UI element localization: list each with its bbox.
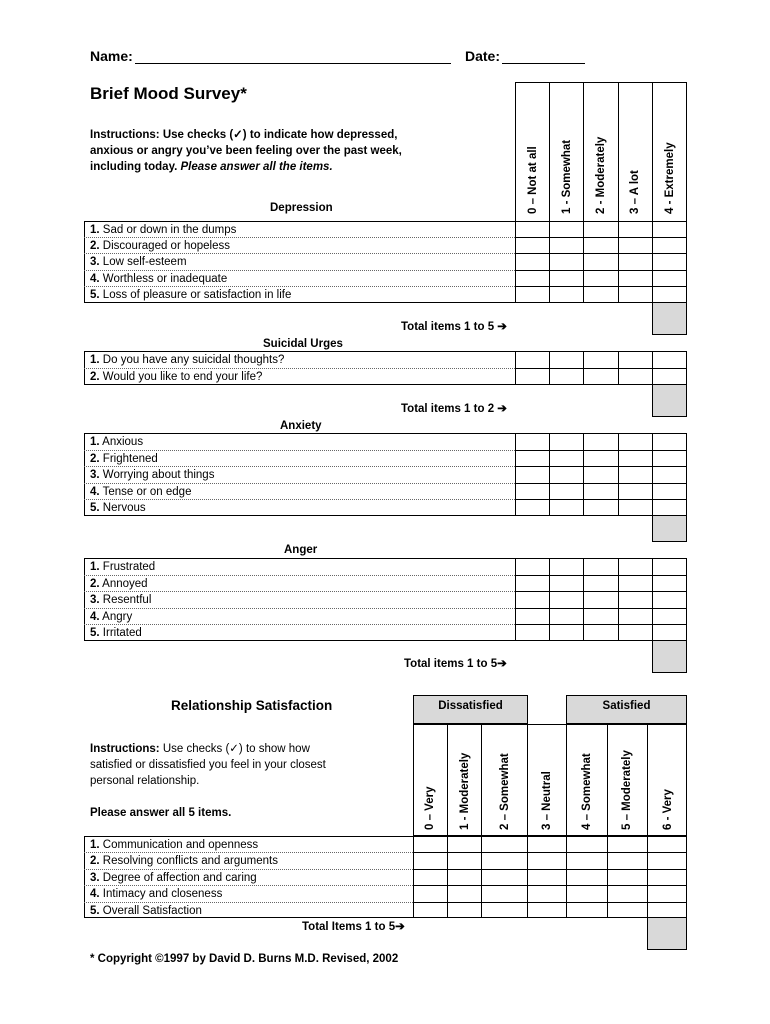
anger-title: Anger	[284, 544, 318, 556]
anger-item-3: 3. Resentful	[90, 594, 152, 606]
scale-label-3: 3 – A lot	[629, 170, 641, 214]
relationship-scale-6: 6 - Very	[662, 789, 674, 830]
instructions-line-3-italic: Please answer all the items.	[180, 161, 333, 173]
depression-total-box[interactable]	[652, 302, 687, 335]
anger-item-2: 2. Annoyed	[90, 578, 148, 590]
anxiety-item-5: 5. Nervous	[90, 502, 146, 514]
depression-total-label: Total items 1 to 5 ➔	[401, 321, 507, 333]
relationship-instructions-line-1	[90, 741, 310, 757]
relationship-instructions-rest: Use checks (✓) to show how	[159, 743, 310, 755]
anger-total-label: Total items 1 to 5➔	[404, 658, 507, 670]
depression-item-4: 4. Worthless or inadequate	[90, 273, 228, 285]
depression-item-1: 1. Sad or down in the dumps	[90, 224, 237, 236]
relationship-item-4: 4. Intimacy and closeness	[90, 888, 223, 900]
anxiety-total-box[interactable]	[652, 515, 687, 542]
relationship-item-1: 1. Communication and openness	[90, 839, 259, 851]
instructions-line-3	[90, 159, 333, 175]
anger-table	[84, 558, 687, 641]
relationship-total-box[interactable]	[647, 917, 687, 950]
relationship-scale-4: 4 – Somewhat	[581, 753, 593, 830]
instructions-line-3-plain: including today.	[90, 161, 178, 173]
relationship-item-5: 5. Overall Satisfaction	[90, 905, 202, 917]
relationship-scale-3: 3 – Neutral	[541, 771, 553, 830]
copyright-notice: * Copyright ©1997 by David D. Burns M.D. Revised, 2002	[90, 953, 399, 965]
anxiety-item-1: 1. Anxious	[90, 436, 144, 448]
depression-title: Depression	[270, 202, 333, 214]
anxiety-item-3: 3. Worrying about things	[90, 469, 215, 481]
satisfied-label: Satisfied	[602, 700, 651, 712]
scale-label-2: 2 - Moderately	[595, 136, 607, 214]
relationship-instructions-line-4: Please answer all 5 items.	[90, 807, 232, 819]
relationship-scale-0: 0 – Very	[424, 786, 436, 830]
scale-label-4: 4 - Extremely	[664, 142, 676, 214]
depression-item-5: 5. Loss of pleasure or satisfaction in life	[90, 289, 292, 301]
survey-title: Brief Mood Survey*	[90, 84, 247, 103]
anger-item-4: 4. Angry	[90, 611, 133, 623]
date-label: Date:	[465, 48, 501, 64]
date-field[interactable]	[502, 63, 585, 64]
anxiety-item-2: 2. Frightened	[90, 453, 158, 465]
relationship-total-label: Total Items 1 to 5➔	[302, 921, 405, 933]
anxiety-title: Anxiety	[280, 420, 322, 432]
suicidal-total-box[interactable]	[652, 384, 687, 417]
name-field[interactable]	[135, 63, 451, 64]
satisfied-header	[566, 695, 687, 724]
suicidal-total-label: Total items 1 to 2 ➔	[401, 403, 507, 415]
relationship-instructions-line-2: satisfied or dissatisfied you feel in your closest	[90, 759, 326, 771]
depression-item-3: 3. Low self-esteem	[90, 256, 187, 268]
relationship-scale-1: 1 - Moderately	[459, 752, 471, 830]
scale-label-1: 1 - Somewhat	[561, 139, 573, 214]
relationship-instructions-line-3: personal relationship.	[90, 775, 200, 787]
anger-total-box[interactable]	[652, 640, 687, 673]
dissatisfied-label: Dissatisfied	[438, 700, 503, 712]
relationship-item-2: 2. Resolving conflicts and arguments	[90, 855, 278, 867]
relationship-instructions-bold: Instructions:	[90, 743, 160, 755]
suicidal-title: Suicidal Urges	[263, 338, 343, 350]
relationship-title: Relationship Satisfaction	[171, 698, 333, 713]
instructions-line-2: anxious or angry you’ve been feeling over the past week,	[90, 145, 402, 157]
relationship-scale-5: 5 – Moderately	[621, 750, 633, 830]
anger-item-5: 5. Irritated	[90, 627, 142, 639]
anxiety-item-4: 4. Tense or on edge	[90, 486, 192, 498]
anger-item-1: 1. Frustrated	[90, 561, 156, 573]
depression-item-2: 2. Discouraged or hopeless	[90, 240, 231, 252]
dissatisfied-header	[413, 695, 528, 724]
relationship-item-3: 3. Degree of affection and caring	[90, 872, 257, 884]
suicidal-item-2: 2. Would you like to end your life?	[90, 371, 263, 383]
instructions-line-1: Instructions: Use checks (✓) to indicate how depressed,	[90, 129, 398, 141]
scale-label-0: 0 – Not at all	[527, 146, 539, 214]
name-label: Name:	[90, 48, 133, 64]
relationship-scale-2: 2 – Somewhat	[499, 753, 511, 830]
suicidal-item-1: 1. Do you have any suicidal thoughts?	[90, 354, 285, 366]
